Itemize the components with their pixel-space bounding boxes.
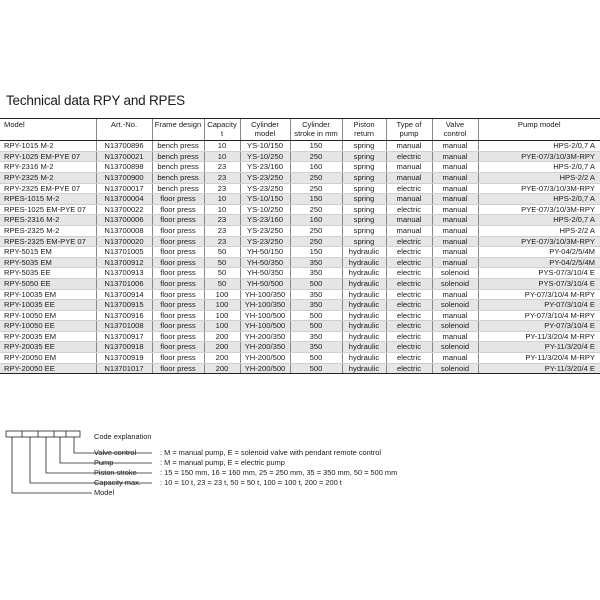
cell-model: RPY-2325 M-2	[0, 172, 96, 183]
cell-valve-control: solenoid	[432, 278, 478, 289]
cell-piston-return: hydraulic	[342, 300, 386, 311]
cell-pump-model: PYE-07/3/10/3M-RPY	[478, 151, 600, 162]
cell-capacity: 10	[204, 194, 240, 205]
cell-piston-return: hydraulic	[342, 289, 386, 300]
cell-piston-return: spring	[342, 183, 386, 194]
cell-piston-return: hydraulic	[342, 257, 386, 268]
cell-valve-control: manual	[432, 289, 478, 300]
cell-frame-design: floor press	[152, 194, 204, 205]
page-title: Technical data RPY and RPES	[6, 93, 185, 108]
cell-piston-return: hydraulic	[342, 363, 386, 374]
cell-cylinder-stroke: 350	[290, 300, 342, 311]
cell-piston-return: spring	[342, 236, 386, 247]
cell-pump-type: manual	[386, 225, 432, 236]
cell-frame-design: bench press	[152, 151, 204, 162]
column-header-art-no: Art.-No.	[96, 119, 152, 141]
table-row	[0, 353, 600, 364]
cell-frame-design: bench press	[152, 141, 204, 152]
cell-model: RPY-20050 EM	[0, 353, 96, 364]
cell-valve-control: manual	[432, 225, 478, 236]
cell-capacity: 50	[204, 278, 240, 289]
table-row	[0, 236, 600, 247]
code-segment-boxes	[6, 431, 80, 437]
cell-frame-design: floor press	[152, 247, 204, 258]
technical-data-table	[0, 118, 600, 374]
cell-frame-design: floor press	[152, 300, 204, 311]
cell-model: RPY-2316 M-2	[0, 162, 96, 173]
piston-stroke-label: Piston stroke	[94, 468, 137, 477]
cell-capacity: 23	[204, 215, 240, 226]
cell-valve-control: manual	[432, 194, 478, 205]
cell-cylinder-model: YH-200/350	[240, 331, 290, 342]
cell-model: RPY-2325 EM-PYE 07	[0, 183, 96, 194]
cell-cylinder-model: YH-50/350	[240, 257, 290, 268]
cell-pump-model: HPS-2/0,7 A	[478, 162, 600, 173]
cell-cylinder-model: YH-100/350	[240, 300, 290, 311]
cell-cylinder-stroke: 500	[290, 363, 342, 374]
cell-valve-control: manual	[432, 172, 478, 183]
cell-model: RPY-10035 EE	[0, 300, 96, 311]
cell-model: RPY-20050 EE	[0, 363, 96, 374]
cell-cylinder-stroke: 500	[290, 278, 342, 289]
cell-piston-return: spring	[342, 215, 386, 226]
table-row	[0, 141, 600, 152]
cell-cylinder-model: YH-200/500	[240, 363, 290, 374]
cell-valve-control: manual	[432, 353, 478, 364]
cell-model: RPY-20035 EM	[0, 331, 96, 342]
cell-pump-type: electric	[386, 151, 432, 162]
cell-pump-model: HPS-2/2 A	[478, 172, 600, 183]
cell-valve-control: solenoid	[432, 268, 478, 279]
table-row	[0, 162, 600, 173]
table-row	[0, 172, 600, 183]
cell-capacity: 50	[204, 247, 240, 258]
cell-valve-control: manual	[432, 204, 478, 215]
cell-pump-type: electric	[386, 268, 432, 279]
code-explanation-title: Code explanation	[94, 432, 152, 441]
cell-piston-return: hydraulic	[342, 268, 386, 279]
cell-pump-model: PYS-07/3/10/4 E	[478, 268, 600, 279]
cell-frame-design: floor press	[152, 257, 204, 268]
cell-valve-control: manual	[432, 162, 478, 173]
cell-art-no: N13700008	[96, 225, 152, 236]
table-row	[0, 342, 600, 353]
cell-piston-return: hydraulic	[342, 310, 386, 321]
cell-valve-control: manual	[432, 247, 478, 258]
cell-cylinder-stroke: 250	[290, 172, 342, 183]
cell-frame-design: floor press	[152, 268, 204, 279]
cell-piston-return: spring	[342, 141, 386, 152]
table-row	[0, 321, 600, 332]
cell-capacity: 23	[204, 183, 240, 194]
cell-valve-control: manual	[432, 215, 478, 226]
cell-pump-type: electric	[386, 331, 432, 342]
cell-model: RPES-1025 EM-PYE 07	[0, 204, 96, 215]
model-label: Model	[94, 488, 115, 497]
cell-model: RPY-5035 EE	[0, 268, 96, 279]
cell-art-no: N13701008	[96, 321, 152, 332]
cell-model: RPY-20035 EE	[0, 342, 96, 353]
cell-capacity: 100	[204, 321, 240, 332]
cell-pump-type: electric	[386, 257, 432, 268]
cell-pump-type: electric	[386, 289, 432, 300]
cell-cylinder-stroke: 160	[290, 215, 342, 226]
cell-pump-type: electric	[386, 310, 432, 321]
cell-art-no: N13700006	[96, 215, 152, 226]
cell-art-no: N13700020	[96, 236, 152, 247]
cell-model: RPES-2316 M-2	[0, 215, 96, 226]
cell-cylinder-stroke: 160	[290, 162, 342, 173]
cell-cylinder-model: YS-10/150	[240, 141, 290, 152]
cell-pump-type: electric	[386, 353, 432, 364]
cell-capacity: 10	[204, 204, 240, 215]
cell-pump-type: electric	[386, 204, 432, 215]
cell-piston-return: spring	[342, 172, 386, 183]
cell-cylinder-stroke: 350	[290, 331, 342, 342]
cell-pump-type: manual	[386, 162, 432, 173]
cell-cylinder-model: YH-100/500	[240, 310, 290, 321]
table-row	[0, 331, 600, 342]
table-row	[0, 225, 600, 236]
cell-cylinder-stroke: 250	[290, 204, 342, 215]
cell-art-no: N13700898	[96, 162, 152, 173]
cell-art-no: N13700022	[96, 204, 152, 215]
column-header-model: Model	[0, 119, 96, 141]
cell-model: RPES-2325 M-2	[0, 225, 96, 236]
table-row	[0, 289, 600, 300]
cell-art-no: N13700913	[96, 268, 152, 279]
cell-pump-model: PY-11/3/20/4 E	[478, 342, 600, 353]
cell-pump-model: HPS-2/0,7 A	[478, 215, 600, 226]
cell-piston-return: hydraulic	[342, 342, 386, 353]
cell-valve-control: solenoid	[432, 300, 478, 311]
cell-art-no: N13700021	[96, 151, 152, 162]
cell-capacity: 50	[204, 268, 240, 279]
cell-model: RPY-5050 EE	[0, 278, 96, 289]
cell-cylinder-stroke: 500	[290, 321, 342, 332]
cell-piston-return: hydraulic	[342, 247, 386, 258]
cell-frame-design: floor press	[152, 215, 204, 226]
cell-pump-type: manual	[386, 172, 432, 183]
cell-model: RPY-1025 EM-PYE 07	[0, 151, 96, 162]
cell-model: RPES-1015 M-2	[0, 194, 96, 205]
cell-frame-design: floor press	[152, 310, 204, 321]
cell-piston-return: hydraulic	[342, 331, 386, 342]
cell-pump-model: PY-11/3/20/4 E	[478, 363, 600, 374]
table-row	[0, 278, 600, 289]
column-header-cylinder-model: Cylinder model	[240, 119, 290, 141]
cell-piston-return: hydraulic	[342, 321, 386, 332]
cell-cylinder-model: YH-200/500	[240, 353, 290, 364]
cell-art-no: N13700915	[96, 300, 152, 311]
table-row	[0, 300, 600, 311]
cell-valve-control: solenoid	[432, 342, 478, 353]
cell-cylinder-model: YH-200/350	[240, 342, 290, 353]
table-row	[0, 215, 600, 226]
cell-cylinder-stroke: 350	[290, 268, 342, 279]
cell-pump-type: manual	[386, 141, 432, 152]
table-row	[0, 194, 600, 205]
cell-art-no: N13700916	[96, 310, 152, 321]
table-row	[0, 247, 600, 258]
cell-pump-type: electric	[386, 183, 432, 194]
cell-frame-design: floor press	[152, 278, 204, 289]
cell-cylinder-model: YS-23/160	[240, 215, 290, 226]
cell-valve-control: manual	[432, 151, 478, 162]
cell-capacity: 23	[204, 172, 240, 183]
cell-art-no: N13701005	[96, 247, 152, 258]
cell-cylinder-model: YH-50/500	[240, 278, 290, 289]
cell-cylinder-model: YS-23/250	[240, 172, 290, 183]
cell-pump-model: PY-11/3/20/4 M-RPY	[478, 331, 600, 342]
cell-frame-design: floor press	[152, 289, 204, 300]
cell-pump-model: HPS-2/2 A	[478, 225, 600, 236]
cell-pump-model: PY-07/3/10/4 E	[478, 300, 600, 311]
cell-piston-return: spring	[342, 225, 386, 236]
cell-cylinder-model: YH-50/150	[240, 247, 290, 258]
cell-model: RPES-2325 EM-PYE 07	[0, 236, 96, 247]
cell-frame-design: bench press	[152, 183, 204, 194]
cell-frame-design: floor press	[152, 204, 204, 215]
cell-art-no: N13701006	[96, 278, 152, 289]
cell-cylinder-stroke: 250	[290, 183, 342, 194]
cell-pump-model: HPS-2/0,7 A	[478, 194, 600, 205]
cell-valve-control: solenoid	[432, 321, 478, 332]
cell-capacity: 200	[204, 342, 240, 353]
cell-art-no: N13700914	[96, 289, 152, 300]
cell-pump-type: electric	[386, 236, 432, 247]
cell-pump-type: electric	[386, 300, 432, 311]
cell-cylinder-model: YH-100/500	[240, 321, 290, 332]
piston-stroke-text: : 15 = 150 mm, 16 = 160 mm, 25 = 250 mm, 35 = 350 mm, 50 = 500 mm	[160, 468, 398, 477]
table-row	[0, 183, 600, 194]
cell-pump-type: electric	[386, 247, 432, 258]
cell-cylinder-stroke: 350	[290, 257, 342, 268]
cell-model: RPY-10050 EE	[0, 321, 96, 332]
cell-frame-design: floor press	[152, 236, 204, 247]
cell-pump-model: PY-07/3/10/4 E	[478, 321, 600, 332]
cell-pump-model: PYE-07/3/10/3M-RPY	[478, 204, 600, 215]
table-header-row	[0, 119, 600, 141]
cell-frame-design: floor press	[152, 331, 204, 342]
column-header-cylinder-stroke: Cylinder stroke in mm	[290, 119, 342, 141]
cell-cylinder-model: YS-10/250	[240, 151, 290, 162]
cell-pump-model: HPS-2/0,7 A	[478, 141, 600, 152]
cell-art-no: N13700919	[96, 353, 152, 364]
cell-pump-model: PYS-07/3/10/4 E	[478, 278, 600, 289]
cell-cylinder-stroke: 250	[290, 236, 342, 247]
cell-pump-model: PY-04/2/5/4M	[478, 257, 600, 268]
cell-valve-control: manual	[432, 257, 478, 268]
cell-art-no: N13700918	[96, 342, 152, 353]
cell-cylinder-model: YH-100/350	[240, 289, 290, 300]
cell-frame-design: bench press	[152, 162, 204, 173]
cell-capacity: 100	[204, 289, 240, 300]
cell-capacity: 23	[204, 236, 240, 247]
cell-art-no: N13700900	[96, 172, 152, 183]
cell-capacity: 23	[204, 162, 240, 173]
cell-art-no: N13700917	[96, 331, 152, 342]
cell-model: RPY-5035 EM	[0, 257, 96, 268]
cell-cylinder-model: YS-23/250	[240, 225, 290, 236]
cell-pump-model: PYE-07/3/10/3M-RPY	[478, 236, 600, 247]
code-explanation	[0, 430, 600, 520]
cell-piston-return: hydraulic	[342, 353, 386, 364]
cell-frame-design: floor press	[152, 225, 204, 236]
cell-capacity: 200	[204, 331, 240, 342]
column-header-pump-model: Pump model	[478, 119, 600, 141]
pump-text: : M = manual pump, E = electric pump	[160, 458, 285, 467]
cell-pump-model: PY-04/2/5/4M	[478, 247, 600, 258]
table-row	[0, 204, 600, 215]
cell-frame-design: floor press	[152, 342, 204, 353]
cell-model: RPY-10035 EM	[0, 289, 96, 300]
cell-piston-return: spring	[342, 194, 386, 205]
cell-cylinder-stroke: 250	[290, 225, 342, 236]
cell-capacity: 10	[204, 141, 240, 152]
column-header-pump-type: Type of pump	[386, 119, 432, 141]
valve-control-label: Valve control	[94, 448, 137, 457]
cell-cylinder-model: YH-50/350	[240, 268, 290, 279]
cell-valve-control: manual	[432, 236, 478, 247]
column-header-valve-control: Valve control	[432, 119, 478, 141]
cell-frame-design: floor press	[152, 363, 204, 374]
column-header-capacity: Capacity t	[204, 119, 240, 141]
cell-valve-control: manual	[432, 310, 478, 321]
cell-frame-design: floor press	[152, 321, 204, 332]
cell-capacity: 23	[204, 225, 240, 236]
cell-capacity: 100	[204, 310, 240, 321]
table-row	[0, 151, 600, 162]
cell-art-no: N13700017	[96, 183, 152, 194]
cell-art-no: N13700896	[96, 141, 152, 152]
cell-piston-return: spring	[342, 204, 386, 215]
cell-cylinder-stroke: 350	[290, 342, 342, 353]
cell-model: RPY-5015 EM	[0, 247, 96, 258]
cell-capacity: 200	[204, 353, 240, 364]
cell-frame-design: bench press	[152, 172, 204, 183]
table-row	[0, 363, 600, 374]
cell-pump-type: manual	[386, 215, 432, 226]
cell-valve-control: manual	[432, 141, 478, 152]
cell-cylinder-stroke: 250	[290, 151, 342, 162]
cell-cylinder-stroke: 150	[290, 194, 342, 205]
cell-valve-control: manual	[432, 331, 478, 342]
cell-model: RPY-10050 EM	[0, 310, 96, 321]
cell-pump-model: PYE-07/3/10/3M-RPY	[478, 183, 600, 194]
cell-cylinder-stroke: 350	[290, 289, 342, 300]
cell-cylinder-stroke: 500	[290, 353, 342, 364]
cell-capacity: 100	[204, 300, 240, 311]
cell-capacity: 200	[204, 363, 240, 374]
cell-cylinder-model: YS-10/150	[240, 194, 290, 205]
cell-cylinder-stroke: 150	[290, 247, 342, 258]
cell-pump-type: electric	[386, 363, 432, 374]
table-row	[0, 310, 600, 321]
cell-pump-type: electric	[386, 342, 432, 353]
cell-model: RPY-1015 M-2	[0, 141, 96, 152]
cell-valve-control: solenoid	[432, 363, 478, 374]
cell-piston-return: spring	[342, 162, 386, 173]
cell-frame-design: floor press	[152, 353, 204, 364]
valve-control-text: : M = manual pump, E = solenoid valve with pendant remote control	[160, 448, 382, 457]
cell-pump-type: manual	[386, 194, 432, 205]
table-row	[0, 257, 600, 268]
cell-cylinder-model: YS-23/160	[240, 162, 290, 173]
cell-cylinder-stroke: 500	[290, 310, 342, 321]
table-row	[0, 268, 600, 279]
cell-cylinder-model: YS-23/250	[240, 236, 290, 247]
cell-art-no: N13700912	[96, 257, 152, 268]
cell-pump-model: PY-11/3/20/4 M-RPY	[478, 353, 600, 364]
cell-cylinder-stroke: 150	[290, 141, 342, 152]
capacity-label: Capacity max.	[94, 478, 141, 487]
cell-cylinder-model: YS-10/250	[240, 204, 290, 215]
column-header-frame-design: Frame design	[152, 119, 204, 141]
cell-pump-model: PY-07/3/10/4 M-RPY	[478, 289, 600, 300]
pump-label: Pump	[94, 458, 114, 467]
cell-piston-return: spring	[342, 151, 386, 162]
cell-piston-return: hydraulic	[342, 278, 386, 289]
cell-art-no: N13701017	[96, 363, 152, 374]
cell-valve-control: manual	[432, 183, 478, 194]
cell-pump-type: electric	[386, 278, 432, 289]
cell-cylinder-model: YS-23/250	[240, 183, 290, 194]
cell-capacity: 10	[204, 151, 240, 162]
column-header-piston-return: Piston return	[342, 119, 386, 141]
cell-art-no: N13700004	[96, 194, 152, 205]
table-body	[0, 141, 600, 374]
capacity-text: : 10 = 10 t, 23 = 23 t, 50 = 50 t, 100 = 100 t, 200 = 200 t	[160, 478, 342, 487]
cell-pump-type: electric	[386, 321, 432, 332]
cell-pump-model: PY-07/3/10/4 M-RPY	[478, 310, 600, 321]
cell-capacity: 50	[204, 257, 240, 268]
